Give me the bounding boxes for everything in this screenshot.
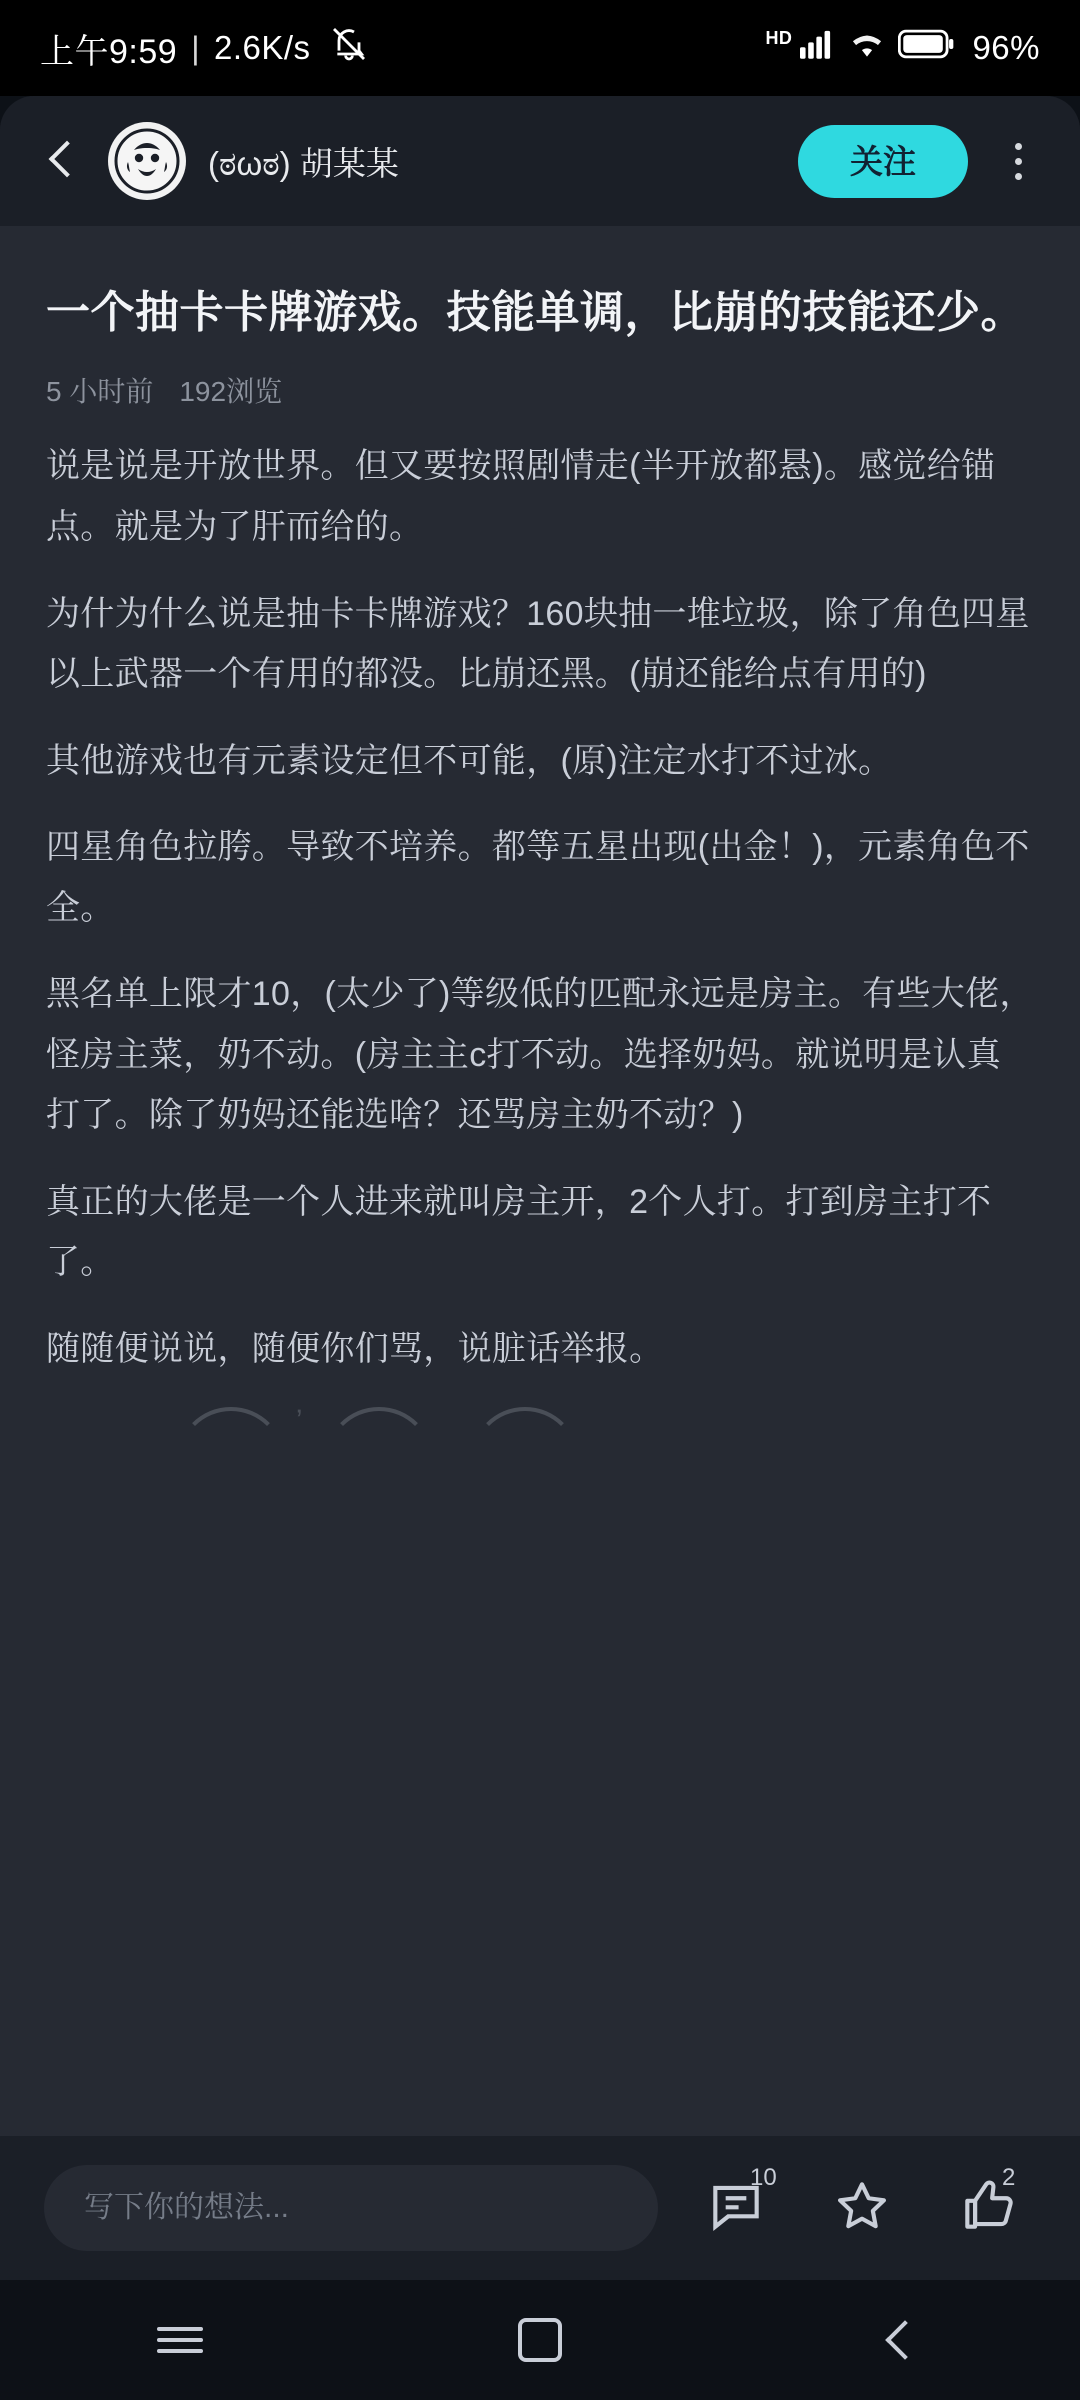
hd-badge: HD <box>765 28 793 48</box>
article-time: 5 小时前 <box>46 376 154 408</box>
app-container <box>0 96 1080 2280</box>
signal-bars-icon <box>800 29 836 68</box>
article-paragraph: 为什为什么说是抽卡卡牌游戏？160块抽一堆垃圾，除了角色四星以上武器一个有用的都没。比崩还黑。(崩还能给点有用的) <box>46 594 1030 694</box>
back-chevron-icon[interactable] <box>40 138 86 184</box>
comment-input[interactable] <box>44 2165 658 2251</box>
article-paragraph: 其他游戏也有元素设定但不可能，(原)注定水打不过冰。 <box>46 741 893 780</box>
clipped-content-preview <box>46 1397 1034 1449</box>
status-bar-left <box>40 24 765 73</box>
comment-count: 10 <box>750 2164 777 2191</box>
page-title: 一个抽卡卡牌游戏。技能单调，比崩的技能还少。 <box>46 288 1025 337</box>
avatar[interactable] <box>108 122 186 200</box>
profile-username: (ಠωಠ) 胡某某 <box>208 144 399 182</box>
battery-icon <box>898 29 954 68</box>
wifi-icon <box>848 29 886 68</box>
article-views: 192浏览 <box>179 376 283 408</box>
bell-muted-icon <box>329 24 369 73</box>
article-content <box>0 226 1080 2136</box>
article-paragraph: 黑名单上限才10，(太少了)等级低的匹配永远是房主。有些大佬，怪房主菜，奶不动。(房主主c打不动。选择奶妈。就说明是认真打了。除了奶妈还能选啥？还骂房主奶不动？) <box>46 975 1034 1135</box>
status-bar <box>0 0 1080 96</box>
article-paragraph: 随随便说说，随便你们骂，说脏话举报。 <box>46 1329 664 1368</box>
article-paragraph: 真正的大佬是一个人进来就叫房主开，2个人打。打到房主打不了。 <box>46 1182 992 1282</box>
app-header <box>0 96 1080 226</box>
favorite-button[interactable] <box>814 2160 910 2256</box>
status-separator: | <box>191 29 200 66</box>
home-square-icon[interactable] <box>480 2280 600 2400</box>
system-nav-bar <box>0 2280 1080 2400</box>
star-icon <box>831 2175 893 2242</box>
status-network-speed: 2.6K/s <box>214 29 311 66</box>
article-meta <box>46 370 1034 410</box>
back-chevron-icon[interactable] <box>840 2280 960 2400</box>
bottom-action-bar <box>0 2136 1080 2280</box>
clipped-text: ʼ <box>296 1405 303 1439</box>
status-bar-right <box>765 29 1040 68</box>
battery-percent: 96% <box>972 29 1040 66</box>
status-time: 上午9:59 <box>40 32 178 71</box>
follow-button[interactable]: 关注 <box>798 125 968 198</box>
like-count: 2 <box>1002 2164 1016 2191</box>
more-vertical-icon[interactable] <box>990 133 1046 189</box>
article-paragraph: 说是说是开放世界。但又要按照剧情走(半开放都悬)。感觉给锚点。就是为了肝而给的。 <box>46 447 996 546</box>
menu-icon[interactable] <box>120 2280 240 2400</box>
like-button[interactable] <box>940 2160 1036 2256</box>
article-paragraph: 四星角色拉胯。导致不培养。都等五星出现(出金！)，元素角色不全。 <box>46 828 1030 927</box>
comment-button[interactable] <box>688 2160 784 2256</box>
